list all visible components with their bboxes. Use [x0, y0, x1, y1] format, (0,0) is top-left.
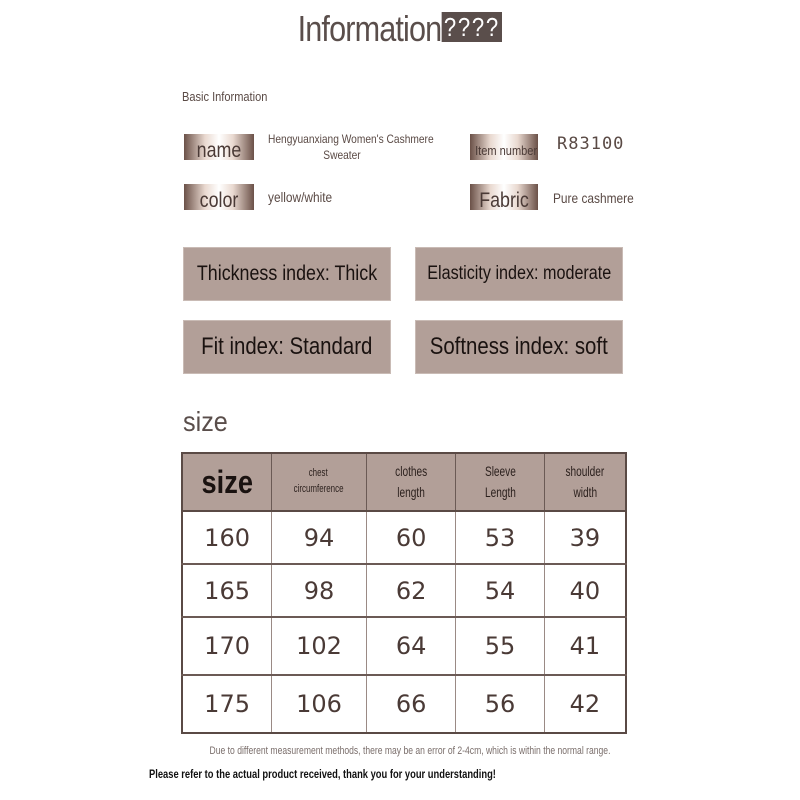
cell-size: 160: [182, 511, 272, 564]
column-header-size: size: [182, 453, 272, 511]
elasticity-index-box: [415, 247, 623, 301]
fit-index-box: [183, 320, 391, 374]
cell-clothes-length: 62: [366, 564, 455, 617]
page-title: [60, 8, 740, 50]
cell-chest: 102: [272, 617, 367, 675]
color-label-tag: [184, 184, 254, 210]
cell-clothes-length: 64: [366, 617, 455, 675]
item-number-label-tag: [470, 134, 538, 160]
item-number-label: Item number: [475, 143, 538, 158]
name-label-tag: [184, 134, 254, 160]
cell-shoulder-width: 41: [544, 617, 626, 675]
softness-index-text: Softness index: soft: [429, 333, 609, 360]
elasticity-index-text: Elasticity index: moderate: [426, 263, 612, 284]
cell-sleeve-length: 54: [456, 564, 544, 617]
fabric-label: Fabric: [479, 189, 529, 210]
name-value-line2: Sweater: [323, 148, 361, 162]
fabric-label-tag: [470, 184, 538, 210]
table-row: [182, 511, 626, 564]
title-text: Information: [297, 8, 442, 49]
fabric-value: Pure cashmere: [553, 190, 634, 206]
disclaimer-note: Please refer to the actual product received, thank you for your understanding!: [149, 767, 496, 781]
table-row: [182, 564, 626, 617]
softness-index-box: [415, 320, 623, 374]
cell-size: 170: [182, 617, 272, 675]
table-header-row: [182, 453, 626, 511]
cell-shoulder-width: 42: [544, 675, 626, 733]
cell-size: 165: [182, 564, 272, 617]
cell-size: 175: [182, 675, 272, 733]
title-suffix-badge: ????: [441, 12, 502, 42]
color-label: color: [199, 189, 239, 210]
cell-sleeve-length: 56: [456, 675, 544, 733]
thickness-index-text: Thickness index: Thick: [196, 262, 378, 285]
column-header-chest: chest circumference: [272, 453, 367, 511]
name-value-line1: Hengyuanxiang Women's Cashmere: [268, 132, 434, 146]
size-section-heading: size: [183, 406, 228, 437]
cell-chest: 106: [272, 675, 367, 733]
cell-shoulder-width: 39: [544, 511, 626, 564]
cell-sleeve-length: 55: [456, 617, 544, 675]
size-table: [181, 452, 627, 734]
cell-shoulder-width: 40: [544, 564, 626, 617]
cell-chest: 94: [272, 511, 367, 564]
column-header-shoulder-width: shoulder width: [544, 453, 626, 511]
table-row: [182, 617, 626, 675]
column-header-clothes-length: clothes length: [366, 453, 455, 511]
fit-index-text: Fit index: Standard: [201, 333, 373, 360]
table-row: [182, 675, 626, 733]
column-header-sleeve-length: Sleeve Length: [456, 453, 544, 511]
basic-info-heading: Basic Information: [182, 89, 268, 104]
cell-clothes-length: 66: [366, 675, 455, 733]
cell-chest: 98: [272, 564, 367, 617]
thickness-index-box: [183, 247, 391, 301]
cell-clothes-length: 60: [366, 511, 455, 564]
cell-sleeve-length: 53: [456, 511, 544, 564]
name-label: name: [196, 139, 242, 160]
color-value: yellow/white: [268, 189, 333, 205]
measurement-note: Due to different measurement methods, there may be an error of 2-4cm, which is within the normal range.: [209, 745, 611, 757]
item-number-value: R83100: [557, 134, 625, 154]
